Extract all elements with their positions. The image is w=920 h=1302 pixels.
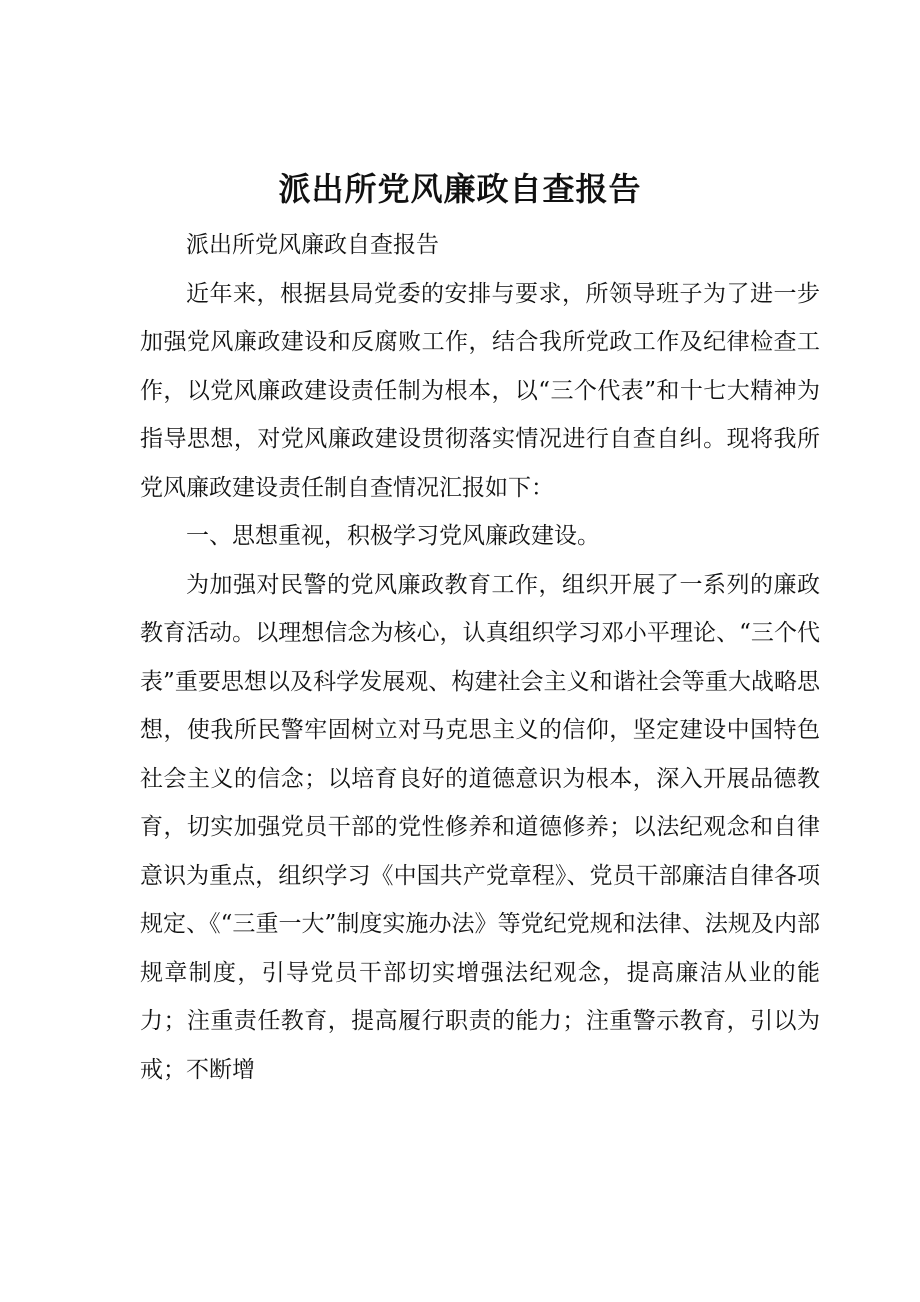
document-title: 派出所党风廉政自查报告: [278, 170, 642, 209]
paragraph-subtitle: 派出所党风廉政自查报告: [186, 232, 439, 258]
document-body: [140, 221, 820, 1094]
paragraph-intro: 近年来，根据县局党委的安排与要求，所领导班子为了进一步加强党风廉政建设和反腐败工作，结合我所党政工作及纪律检查工作，以党风廉政建设责任制为根本，以“三个代表”和十七大精神为指导思想，对党风廉政建设贯彻落实情况进行自查自纠。现将我所党风廉政建设责任制自查情况汇报如下：: [140, 280, 820, 501]
section-heading-1: 一、思想重视，积极学习党风廉政建设。: [186, 523, 600, 549]
paragraph-section-1-body: 为加强对民警的党风廉政教育工作，组织开展了一系列的廉政教育活动。以理想信念为核心，认真组织学习邓小平理论、“三个代表”重要思想以及科学发展观、构建社会主义和谐社会等重大战略思想，使我所民警牢固树立对马克思主义的信仰，坚定建设中国特色社会主义的信念；以培育良好的道德意识为根本，深入开展品德教育，切实加强党员干部的党性修养和道德修养；以法纪观念和自律意识为重点，组织学习《中国共产党章程》、党员干部廉洁自律各项规定、《“三重一大”制度实施办法》等党纪党规和法律、法规及内部规章制度，引导党员干部切实增强法纪观念，提高廉洁从业的能力；注重责任教育，提高履行职责的能力；注重警示教育，引以为戒；不断增: [140, 571, 820, 1083]
